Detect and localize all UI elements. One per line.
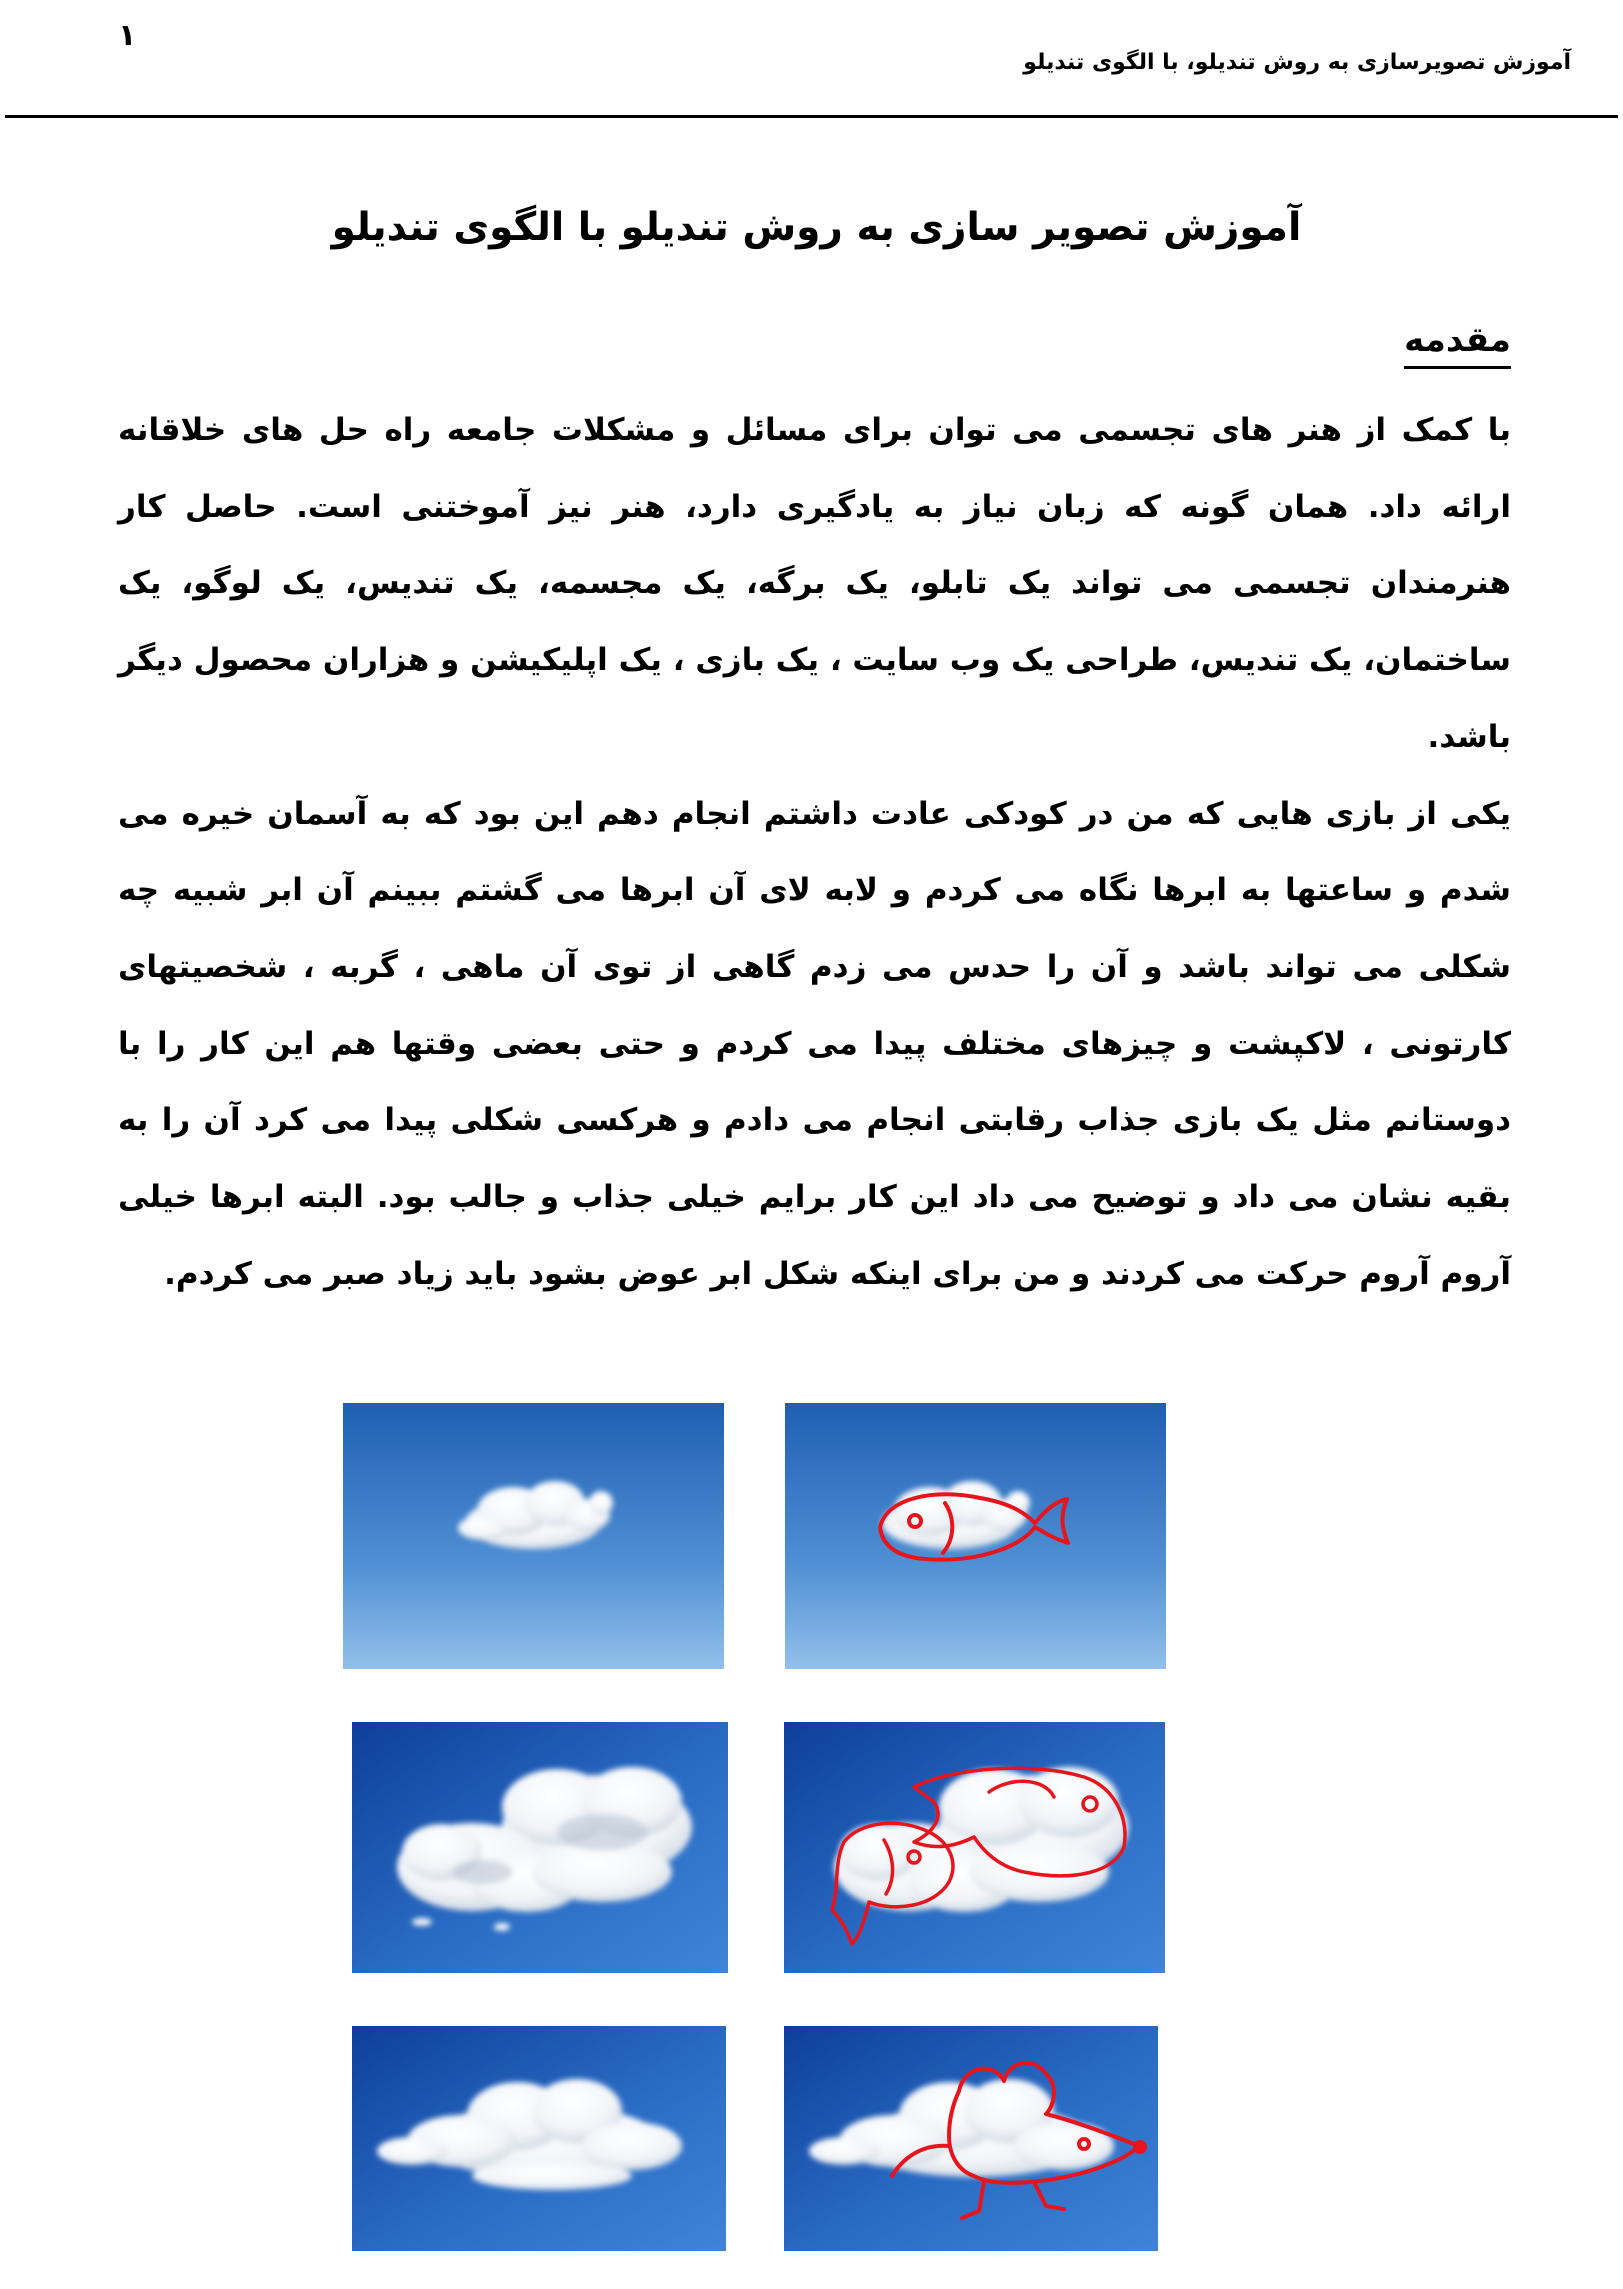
page-number: ۱	[118, 18, 137, 53]
cloud-photo-2	[352, 1722, 728, 1973]
cloud-photo-3	[352, 2026, 726, 2251]
paragraph: با کمک از هنر های تجسمی می توان برای مسائل و مشکلات جامعه راه حل های خلاقانه ارائه داد. همان گونه که زبان نیاز به یادگیری دارد، هنر نیز آموختنی است. حاصل کار هنرمندان تجسمی می تواند یک تابلو، یک برگه، یک مجسمه، یک تندیس، یک لوگو، یک ساختمان، یک تندیس، طراحی یک وب سایت ، یک بازی ، یک اپلیکیشن و هزاران محصول دیگر باشد.	[118, 412, 1511, 755]
cloud-photo-1	[343, 1403, 724, 1669]
document-title: آموزش تصویر سازی به روش تندیلو با الگوی تندیلو	[331, 205, 1302, 250]
running-header: آموزش تصویرسازی به روش تندیلو، با الگوی تندیلو	[1023, 50, 1571, 75]
header-rule	[5, 115, 1618, 118]
cloud-photo-1-fish	[785, 1403, 1166, 1669]
paragraph: یکی از بازی هایی که من در کودکی عادت داشتم انجام دهم این بود که به آسمان خیره می شدم و ساعتها به ابرها نگاه می کردم و لابه لای آن ابرها می گشتم ببینم آن ابر شبیه چه شکلی می تواند باشد و آن را حدس می زدم گاهی از توی آن ماهی ، گربه ، شخصیتهای کارتونی ، لاکپشت و چیزهای مختلف پیدا می کردم و حتی بعضی وقتها هم این کار را با دوستانم مثل یک بازی جذاب رقابتی انجام می دادم و هرکسی شکلی پیدا می کرد آن را به بقیه نشان می داد و توضیح می داد این کار برایم خیلی جذاب و جالب بود. البته ابرها خیلی آروم آروم حرکت می کردند و من برای اینکه شکل ابر عوض بشود باید زیاد صبر می کردم.	[118, 795, 1511, 1292]
body-text	[118, 392, 1511, 1312]
cloud-photo-2-fishes	[784, 1722, 1165, 1973]
section-heading: مقدمه	[1404, 318, 1511, 369]
cloud-photo-3-mouse	[784, 2026, 1158, 2251]
